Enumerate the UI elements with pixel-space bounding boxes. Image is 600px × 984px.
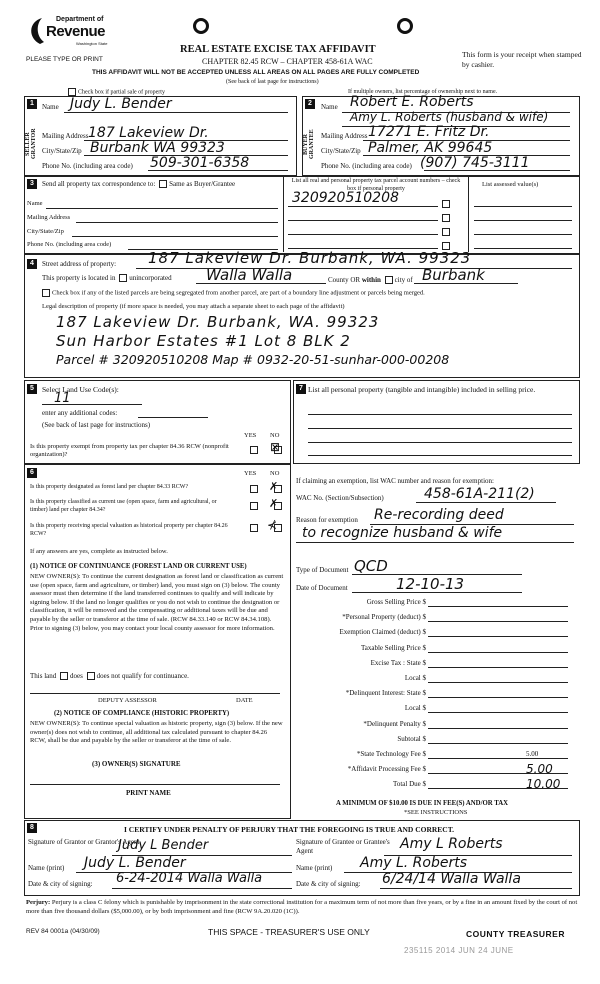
- print-name-label: PRINT NAME: [126, 789, 171, 797]
- unincorporated-checkbox[interactable]: [119, 274, 127, 282]
- tax-row-field[interactable]: [428, 758, 568, 759]
- tax-row-label: Total Due $: [393, 780, 426, 789]
- tax-row-field[interactable]: [428, 606, 568, 607]
- unincorporated-label: unincorporated: [129, 274, 172, 282]
- county-or: [328, 276, 413, 284]
- multiple-owners-note: If multiple owners, list percentage of ownership next to name.: [348, 89, 498, 95]
- does-checkbox[interactable]: [60, 672, 68, 680]
- if-yes-note: If any answers are yes, complete as instructed below.: [30, 548, 168, 555]
- minimum-note: A MINIMUM OF $10.00 IS DUE IN FEE(S) AND/OR TAX: [336, 800, 509, 807]
- tax-table: [296, 598, 576, 798]
- tax-row-label: *Affidavit Processing Fee $: [347, 765, 426, 774]
- designation-no: NO: [270, 470, 280, 477]
- same-as-buyer-checkbox[interactable]: [159, 180, 167, 188]
- date-label: DATE: [236, 697, 253, 704]
- section-3-number: 3: [27, 179, 37, 189]
- perjury-note: [26, 898, 578, 916]
- current-use-yes-checkbox[interactable]: [250, 502, 258, 510]
- tax-row-label: *Delinquent Penalty $: [363, 719, 426, 728]
- seller-mailing: 187 Lakeview Dr.: [88, 125, 209, 141]
- seller-name: Judy L. Bender: [70, 96, 172, 112]
- notice-1-title: (1) NOTICE OF CONTINUANCE (FOREST LAND OR CURRENT USE): [30, 563, 247, 570]
- parcel-3-checkbox[interactable]: [442, 228, 450, 236]
- section-5-number: 5: [27, 384, 37, 394]
- receipt-note: This form is your receipt when stamped by cashier.: [462, 50, 582, 69]
- perjury-text: Perjury is a class C felony which is punishable by imprisonment in the state correctional institution for a maximum term of not more than five years, or by a fine in an amount fixed by the court of not more than five thousand dollars ($5,000.00), or by both imprisonment and fine (RCW 9A.20.020 (1C)).: [26, 899, 578, 915]
- grantor-signature: Judy L Bender: [118, 838, 209, 853]
- property-city: Burbank: [422, 266, 485, 284]
- buyer-name-label: Name: [321, 103, 338, 111]
- tax-row-label: Exemption Claimed (deduct) $: [339, 628, 426, 637]
- parcel-1-checkbox[interactable]: [442, 200, 450, 208]
- buyer-city: Palmer, AK 99645: [368, 140, 493, 156]
- send-correspondence: [42, 180, 235, 188]
- grantor-date: 6-24-2014 Walla Walla: [116, 871, 263, 886]
- grantee-signature: Amy L Roberts: [400, 836, 503, 852]
- tax-row-value: 5.00: [526, 762, 553, 777]
- grantee-sig-label: Signature of Grantee or Grantee's Agent: [296, 838, 390, 855]
- buyer-mailing: 17271 E. Fritz Dr.: [368, 124, 490, 140]
- hole-punch-right-icon: [397, 18, 413, 34]
- qualify-label: qualify for continuance.: [121, 672, 189, 680]
- current-use-question: Is this property classified as current use (open space, farm and agricultural, or timber) land per chapter 84.34?: [30, 499, 217, 513]
- buyer-phone: (907) 745-3111: [420, 155, 530, 171]
- tax-row-label: Taxable Selling Price $: [360, 643, 426, 652]
- tax-row-value: 5.00: [526, 750, 539, 758]
- tax-row-field[interactable]: [428, 636, 568, 637]
- additional-codes: enter any additional codes:: [42, 409, 118, 417]
- section-2-number: 2: [305, 99, 315, 109]
- treasurer-stamp: 235115 2014 JUN 24 JUNE: [404, 946, 514, 955]
- tax-row-field[interactable]: [428, 621, 568, 622]
- logo-name: Revenue: [46, 23, 106, 40]
- tax-row-field[interactable]: [428, 667, 568, 668]
- city-of-checkbox[interactable]: [385, 276, 393, 284]
- revenue-logo: [26, 14, 118, 48]
- historic-yes-checkbox[interactable]: [250, 524, 258, 532]
- tax-row-label: Local $: [404, 674, 426, 682]
- notice-2-body: NEW OWNER(S): To continue special valuation as historic property, sign (3) below. If the new owner(s) does not wish to continue, all additional tax calculated pursuant to chapter 84.26 RCW, shall be due and payable by the seller or transferor at the time of sale.: [30, 720, 283, 745]
- grantee-date-label: Date & city of signing:: [296, 880, 361, 888]
- parcel-header: List all real and personal property tax parcel account numbers – check box if personal property: [291, 178, 461, 192]
- grantor-date-label: Date & city of signing:: [28, 880, 93, 888]
- corr-mailing-label: Mailing Address: [27, 214, 71, 221]
- doc-date: 12-10-13: [396, 575, 465, 593]
- buyer-phone-label: Phone No. (including area code): [321, 162, 412, 170]
- doc-type-label: Type of Document: [296, 566, 349, 574]
- section-8-number: 8: [27, 823, 37, 833]
- current-use-no-mark-icon: ✗: [269, 498, 279, 510]
- county-label: County OR: [328, 276, 361, 284]
- exempt-question: Is this property exempt from property tax per chapter 84.36 RCW (nonprofit organization)?: [30, 443, 229, 458]
- segregated-checkbox[interactable]: [42, 289, 50, 297]
- seller-phone: 509-301-6358: [150, 155, 250, 171]
- buyer-name: Robert E. Roberts: [350, 94, 474, 110]
- corr-name-label: Name: [27, 200, 43, 207]
- seller-city-label: City/State/Zip: [42, 147, 82, 155]
- buyer-city-label: City/State/Zip: [321, 147, 361, 155]
- deputy-assessor-label: DEPUTY ASSESSOR: [98, 697, 157, 704]
- designation-yes: YES: [244, 470, 257, 477]
- buyer-mailing-label: Mailing Address: [321, 132, 368, 140]
- see-back-note: (See back of last page for instructions): [226, 79, 319, 85]
- tax-row-label: Subtotal $: [397, 734, 426, 743]
- reason-line-1: Re-recording deed: [374, 507, 504, 523]
- tax-row-field[interactable]: [428, 697, 568, 698]
- historic-no-mark-icon: ⊀: [267, 518, 278, 532]
- land-use-code: 11: [54, 391, 71, 406]
- historic-question: Is this property receiving special valuation as historical property per chapter 84.26 RCW?: [30, 523, 228, 537]
- exemption-claim-label: If claiming an exemption, list WAC number and reason for exemption:: [296, 477, 494, 485]
- grantee-name-label: Name (print): [296, 864, 333, 872]
- tax-row-field[interactable]: [428, 652, 568, 653]
- reason-label: Reason for exemption: [296, 516, 358, 524]
- type-or-print: PLEASE TYPE OR PRINT: [26, 56, 103, 63]
- tax-row-label: *State Technology Fee $: [356, 750, 426, 758]
- wac-label: WAC No. (Section/Subsection): [296, 494, 384, 502]
- doc-date-label: Date of Document: [296, 584, 348, 592]
- notice-2-title: (2) NOTICE OF COMPLIANCE (HISTORIC PROPERTY): [54, 710, 230, 717]
- tax-row-field[interactable]: [428, 712, 568, 713]
- partial-sale-check: [66, 88, 165, 96]
- this-land-label: This land: [30, 672, 57, 680]
- corr-city-label: City/State/Zip: [27, 228, 64, 235]
- section-7-number: 7: [296, 384, 306, 394]
- doc-type: QCD: [354, 557, 388, 575]
- see-instructions: *SEE INSTRUCTIONS: [404, 809, 468, 816]
- legal-line-1: 187 Lakeview Dr. Burbank, WA. 99323: [56, 313, 380, 331]
- seller-mailing-label: Mailing Address: [42, 132, 89, 140]
- hole-punch-left-icon: [193, 18, 209, 34]
- located-row: [42, 274, 172, 282]
- property-county: Walla Walla: [206, 266, 293, 284]
- perjury-title: Perjury:: [26, 899, 51, 906]
- section-1-number: 1: [27, 99, 37, 109]
- certify-statement: I CERTIFY UNDER PENALTY OF PERJURY THAT THE FOREGOING IS TRUE AND CORRECT.: [124, 825, 455, 834]
- wac-number: 458-61A-211(2): [424, 486, 535, 502]
- does-not-checkbox[interactable]: [87, 672, 95, 680]
- forest-no-mark-icon: ✗: [269, 481, 279, 493]
- street-label: Street address of property:: [42, 260, 117, 268]
- grantor-name-label: Name (print): [28, 864, 65, 872]
- segregated-label: Check box if any of the listed parcels are being segregated from another parcel, are part of a boundary line adjustment or parcels being merged.: [52, 289, 425, 297]
- rev-number: REV 84 0001a (04/30/09): [26, 928, 100, 935]
- legal-line-3: Parcel # 320920510208 Map # 0932-20-51-sunhar-000-00208: [56, 352, 450, 367]
- tax-row-field[interactable]: [428, 743, 568, 744]
- forest-yes-checkbox[interactable]: [250, 485, 258, 493]
- form-chapters: CHAPTER 82.45 RCW – CHAPTER 458-61A WAC: [202, 57, 373, 66]
- forest-question: Is this property designated as forest land per chapter 84.33 RCW?: [30, 484, 189, 490]
- property-street: 187 Lakeview Dr. Burbank, WA. 99323: [148, 249, 472, 267]
- section-6-number: 6: [27, 468, 37, 478]
- tax-row-label: Excise Tax : State $: [370, 658, 426, 667]
- land-use-label: Select Land Use Code(s):: [42, 385, 119, 394]
- parcel-2-checkbox[interactable]: [442, 214, 450, 222]
- continuance-row: [30, 672, 189, 680]
- does-label: does: [70, 672, 83, 680]
- tax-row-label: *Personal Property (deduct) $: [342, 613, 426, 622]
- logo-state: Washington State: [76, 41, 108, 46]
- county-treasurer: COUNTY TREASURER: [466, 929, 565, 939]
- assessed-header: List assessed value(s): [482, 181, 539, 188]
- grantee-date: 6/24/14 Walla Walla: [382, 871, 521, 887]
- form-title: REAL ESTATE EXCISE TAX AFFIDAVIT: [180, 44, 376, 55]
- logo-dept: Department of: [56, 16, 104, 23]
- seller-side-label: SELLER GRANTOR: [25, 128, 37, 160]
- partial-sale-label: Check box if partial sale of property: [78, 89, 165, 96]
- seller-name-label: Name: [42, 103, 59, 111]
- within-label: within: [361, 276, 381, 284]
- grantor-name: Judy L. Bender: [84, 855, 186, 871]
- seller-phone-label: Phone No. (including area code): [42, 162, 133, 170]
- warning-text: THIS AFFIDAVIT WILL NOT BE ACCEPTED UNLESS ALL AREAS ON ALL PAGES ARE FULLY COMPLETED: [92, 69, 420, 76]
- tax-row-label: Gross Selling Price $: [366, 598, 426, 606]
- exempt-no-mark-icon: ⊠: [270, 440, 281, 454]
- tax-row-value: 10.00: [526, 777, 561, 792]
- personal-label: List all personal property (tangible and intangible) included in selling price.: [308, 385, 536, 394]
- grantor-sig-label: Signature of Grantor or Grantor's Agent: [28, 838, 140, 846]
- reason-line-2: to recognize husband & wife: [302, 525, 503, 541]
- tax-row-label: Local $: [404, 704, 426, 713]
- section-4-number: 4: [27, 259, 37, 269]
- owner-signature-label: (3) OWNER(S) SIGNATURE: [92, 760, 181, 768]
- parcel-number: 320920510208: [292, 190, 399, 206]
- same-as-label: Same as Buyer/Grantee: [169, 180, 236, 188]
- segregated-row: [40, 289, 425, 297]
- land-use-no: NO: [270, 432, 280, 439]
- grantee-name: Amy L. Roberts: [360, 855, 467, 871]
- notice-1-body: NEW OWNER(S): To continue the current designation as forest land or classification as current use (open space, farm and agriculture, or timber) land, you must sign on (3) below. The county assessor must then determine if the land transferred continues to qualify and will indicate by signing below. If the land no longer qualifies or you do not wish to continue the designation or classification, it will be removed and the compensating or additional taxes will be due and payable by the seller or transferor at the time of sale. (RCW 84.33.140 or RCW 84.34.108). Prior to signing (3) below, you may contact your local county assessor for more information.: [30, 573, 284, 632]
- does-not-label: does not: [96, 672, 121, 680]
- land-use-see-back: (See back of last page for instructions): [42, 421, 151, 429]
- seller-city: Burbank WA 99323: [90, 140, 225, 156]
- land-use-yes: YES: [244, 432, 257, 439]
- exempt-yes-checkbox[interactable]: [250, 446, 258, 454]
- send-label: Send all property tax correspondence to:: [42, 180, 156, 188]
- located-label: This property is located in: [42, 274, 116, 282]
- tax-row-field[interactable]: [428, 728, 568, 729]
- treasurer-space: THIS SPACE - TREASURER'S USE ONLY: [208, 927, 370, 937]
- legal-line-2: Sun Harbor Estates #1 Lot 8 BLK 2: [56, 332, 351, 350]
- partial-sale-checkbox[interactable]: [68, 88, 76, 96]
- tax-row-field[interactable]: [428, 682, 568, 683]
- buyer-name-2: Amy L. Roberts (husband & wife): [350, 110, 549, 124]
- city-of-label: city of: [394, 276, 413, 284]
- tax-row-label: *Delinquent Interest: State $: [345, 689, 426, 698]
- corr-phone-label: Phone No. (including area code): [27, 241, 112, 248]
- buyer-side-label: BUYER GRANTEE: [303, 129, 315, 159]
- legal-label: Legal description of property (if more space is needed, you may attach a separate sheet to each page of the affidavit): [42, 303, 345, 310]
